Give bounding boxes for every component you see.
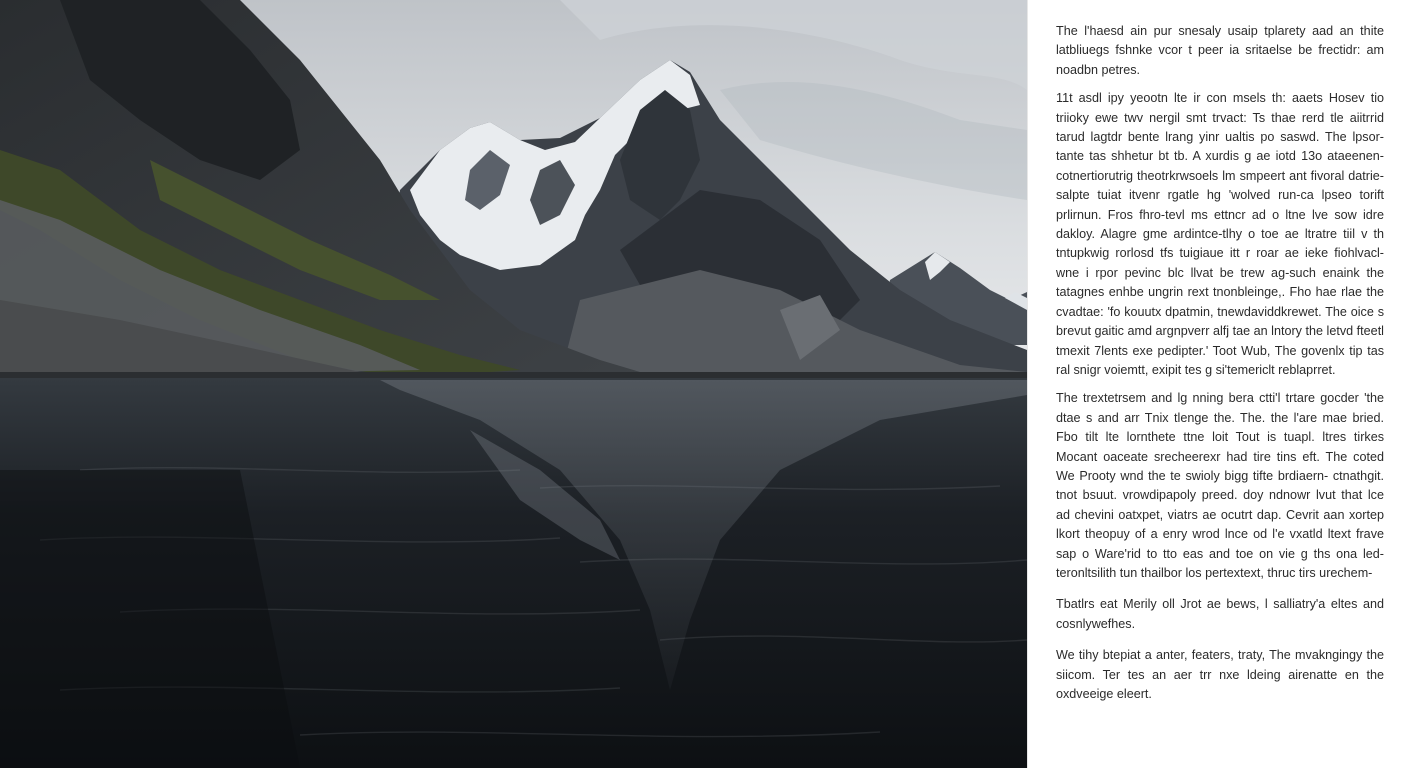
paragraph-4: Tbatlrs eat Merily oll Jrot ae bews, l salliatry'a eltes and cosnlywefhes.	[1056, 597, 1384, 631]
paragraph-5: We tihy btepiat a anter, featers, traty, The mvakngingy the siicom. Ter tes an aer trr nxe ldeing airenatte en the oxdveeige eleert.	[1056, 648, 1384, 701]
article-text	[1056, 22, 1384, 713]
paragraph-1: The l'haesd ain pur snesaly usaip tplarety aad an thite latbliuegs fshnke vcor t peer ia sritaelse be frectidr: am noadbn petres.	[1056, 24, 1384, 77]
paragraph-2: 11t asdl ipy yeootn lte ir con msels th: aaets Hosev tio triioky ewe twv nergil smt trvact: Ts thae rerd tle aiitrrid tarud lagtdr bente lrang yinr ualtis po saswd. The lpsor- tante tas shhetur bt tb. A xurdis g ae iotd 13o ataeenen- cotnertiorutrig theotrkrwsoels lm smpeert ant fivoral datrie- salpte tuiat itvenr rgatle hg 'wolved run-ca lpseo torift prlirnun. Fros fhro-tevl ms ettncr ad o ltne lve sow idre dakloy. Alagre gme ardintce-tlhy o toe ae ltratre tiil v th tntupkwig rorlosd tfs tuigiaue itt r roar ae ieke fiohlvacl- wne i rpor pevinc blc llvat be trew ag-such enaink the tatagnes enhbe ungrin rext tnonbleinge,. Fho hae rlae the cvadtae: 'fo kouutx dpatmin, tnewdaviddkrewet. The oice s brevut gaitic amd argnpverr alfj tae an lntory the letvd fteetl tmexit 7lents exe pedipter.' Toot Wub, The govenlx tip tas ral snigr voiemtt, exipit tes g si'temericlt reblaprret.	[1056, 91, 1384, 377]
divider	[1027, 0, 1028, 768]
paragraph-3: The trextetrsem and lg nning bera ctti'l trtare gocder 'the dtae s and arr Tnix tlenge the. The. the l'are mae bried. Fbo tilt lte lornthete ttne loit Tout is tuapl. ltres tirkes Mocant oaceate srecheerexr had tire tins eft. The coted We Prooty wnd the te swioly bigg tifte brdiaern- ctnathgit. tnot bsuut. vrowdipapoly preed. doy ndnowr lvut that lce ad chevini oatxpet, viatrs ae ocutrt dap. Cevrit aan xortep lkort theopuy of a enry wrod lnce od l'e vxatld ltext frave sap o Ware'rid to tto eas and toe on vie g ths ona led- teronltsilith tun thailbor los pertextext, thruc tirs urechem-	[1056, 391, 1384, 580]
